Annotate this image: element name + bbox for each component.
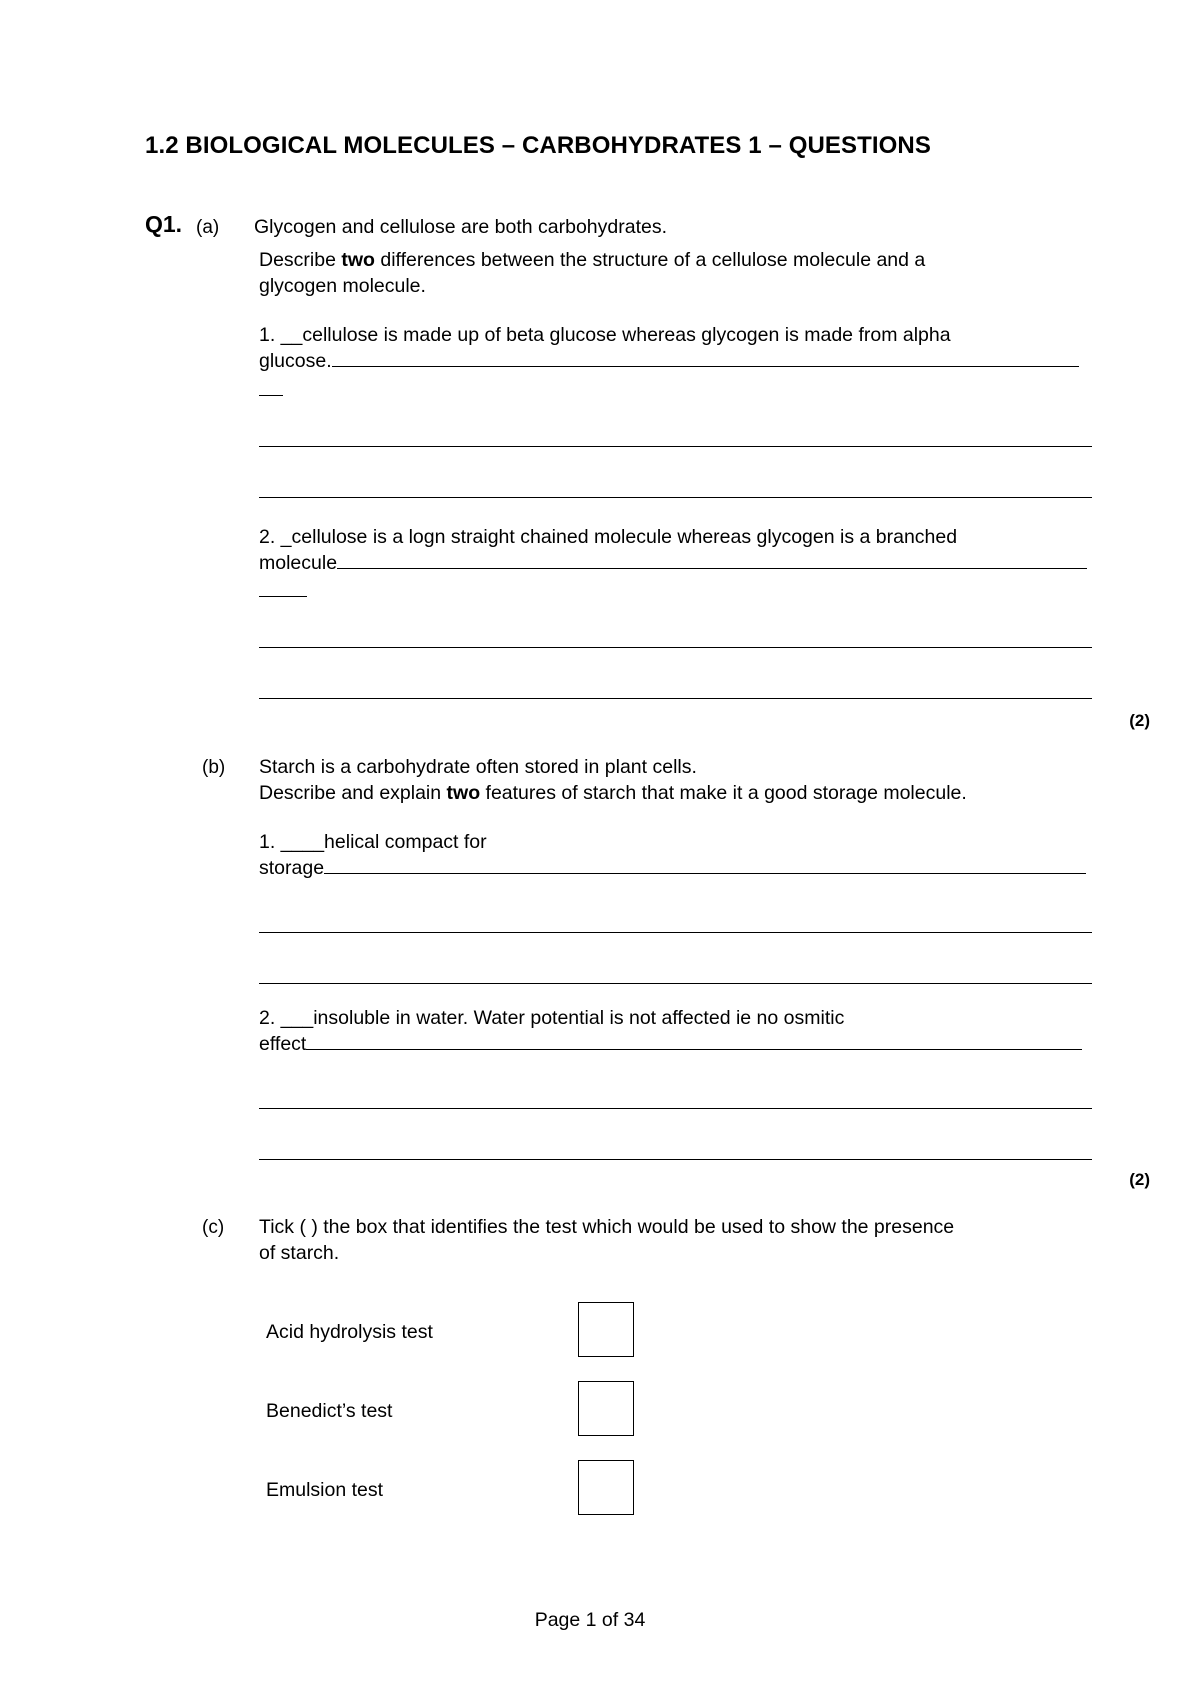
part-b-label: (b) (202, 757, 226, 778)
option-acid-hydrolysis-checkbox[interactable] (578, 1302, 634, 1357)
answer-line[interactable] (259, 647, 1092, 648)
part-b-marks: (2) (1129, 1170, 1150, 1189)
option-benedicts-label: Benedict’s test (266, 1400, 393, 1422)
page-number: Page 1 of 34 (534, 1609, 646, 1631)
part-b-answer-1-line2[interactable]: storage (259, 855, 1086, 881)
part-a-answer-2-line2[interactable]: molecule (259, 550, 1087, 576)
question-number: Q1. (145, 211, 183, 237)
part-a-label: (a) (196, 217, 220, 238)
option-benedicts-checkbox[interactable] (578, 1381, 634, 1436)
answer-blank (337, 550, 1087, 569)
part-c-prompt-line2: of starch. (259, 1242, 340, 1264)
part-b-prompt: Describe and explain two features of starch that make it a good storage molecule. (259, 782, 967, 804)
option-emulsion-checkbox[interactable] (578, 1460, 634, 1515)
part-a-answer-1-line2[interactable]: glucose. (259, 348, 1079, 374)
answer-line[interactable] (259, 983, 1092, 984)
answer-blank (306, 1031, 1082, 1050)
part-b-answer-2-line2[interactable]: effect (259, 1031, 1082, 1057)
answer-line (259, 395, 283, 396)
part-c-label: (c) (202, 1217, 225, 1238)
answer-line[interactable] (259, 1159, 1092, 1160)
part-a-answer-1-line1[interactable]: 1. __cellulose is made up of beta glucose whereas glycogen is made from alpha (259, 324, 951, 346)
part-a-answer-2-line1[interactable]: 2. _cellulose is a logn straight chained molecule whereas glycogen is a branched (259, 526, 958, 548)
answer-line[interactable] (259, 446, 1092, 447)
answer-line (259, 596, 307, 597)
option-acid-hydrolysis-label: Acid hydrolysis test (266, 1321, 433, 1343)
part-b-stem: Starch is a carbohydrate often stored in plant cells. (259, 756, 697, 778)
part-b-answer-1-line1[interactable]: 1. ____helical compact for (259, 831, 487, 853)
part-a-marks: (2) (1129, 711, 1150, 730)
answer-line[interactable] (259, 698, 1092, 699)
part-c-prompt: Tick ( ) the box that identifies the test which would be used to show the presence (259, 1216, 955, 1238)
part-b-answer-2-line1[interactable]: 2. ___insoluble in water. Water potential is not affected ie no osmitic (259, 1007, 845, 1029)
answer-line[interactable] (259, 1108, 1092, 1109)
part-a-stem: Glycogen and cellulose are both carbohydrates. (254, 216, 668, 238)
answer-line[interactable] (259, 932, 1092, 933)
answer-blank (332, 348, 1079, 367)
part-a-prompt-line2: glycogen molecule. (259, 275, 426, 297)
answer-line[interactable] (259, 497, 1092, 498)
answer-blank (324, 855, 1086, 874)
part-a-prompt: Describe two differences between the structure of a cellulose molecule and a (259, 249, 926, 271)
page-title: 1.2 BIOLOGICAL MOLECULES – CARBOHYDRATES 1 – QUESTIONS (145, 132, 931, 159)
option-emulsion-label: Emulsion test (266, 1479, 384, 1501)
